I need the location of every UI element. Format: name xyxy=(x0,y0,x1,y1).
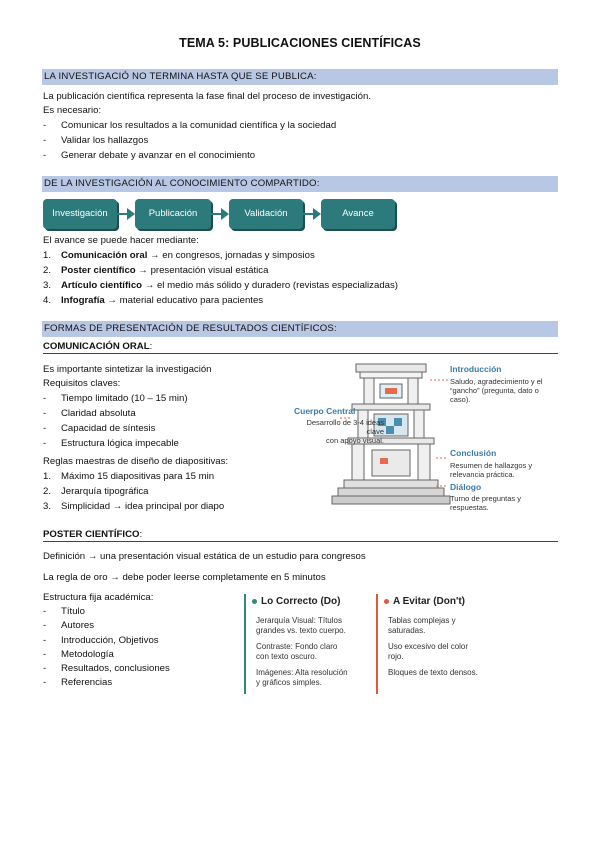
list-item: 3. Simplicidad → idea principal por diapo xyxy=(43,501,225,512)
section-heading-2: DE LA INVESTIGACIÓN AL CONOCIMIENTO COMPARTIDO: xyxy=(42,176,558,192)
list-item: - Comunicar los resultados a la comunidad científica y la sociedad xyxy=(43,120,337,131)
do-panel xyxy=(244,592,374,698)
list-item: - Metodología xyxy=(43,649,114,660)
list-item: - Autores xyxy=(43,620,95,631)
list-item: - Claridad absoluta xyxy=(43,408,136,419)
bullet-icon xyxy=(252,599,257,604)
infographic-body-title: Cuerpo Central xyxy=(294,406,356,416)
flow-step-validacion: Validación xyxy=(229,199,303,229)
dont-panel xyxy=(376,592,506,698)
list-item: - Tiempo limitado (10 – 15 min) xyxy=(43,393,188,404)
infographic-concl-title: Conclusión xyxy=(450,448,497,458)
section-heading-3: FORMAS DE PRESENTACIÓN DE RESULTADOS CIENTÍFICOS: xyxy=(42,321,558,337)
process-flow xyxy=(43,199,398,231)
infographic-intro-text: Saludo, agradecimiento y el “gancho” (pregunta, dato o caso). xyxy=(450,377,543,404)
flow-step-avance: Avance xyxy=(321,199,395,229)
list-item: - Estructura lógica impecable xyxy=(43,438,179,449)
list-item: - Resultados, conclusiones xyxy=(43,663,170,674)
dont-item: Tablas complejas y saturadas. xyxy=(388,616,456,635)
list-item: - Capacidad de síntesis xyxy=(43,423,156,434)
list-item: 1. Máximo 15 diapositivas para 15 min xyxy=(43,471,215,482)
oral-line1: Es importante sintetizar la investigación xyxy=(43,364,212,375)
do-item: Contraste: Fondo claro con texto oscuro. xyxy=(256,642,338,661)
section-heading-1: LA INVESTIGACIÓ NO TERMINA HASTA QUE SE PUBLICA: xyxy=(42,69,558,85)
list-item: - Referencias xyxy=(43,677,113,688)
infographic-dial-title: Diálogo xyxy=(450,482,482,492)
do-item: Jerarquía Visual: Títulos grandes vs. texto cuerpo. xyxy=(256,616,346,635)
list-item: 3. Artículo científico → el medio más sólido y duradero (revistas especializadas) xyxy=(43,280,398,291)
dont-item: Bloques de texto densos. xyxy=(388,668,478,677)
list-item: 2. Poster científico → presentación visual estática xyxy=(43,265,269,276)
section2-lead: El avance se puede hacer mediante: xyxy=(43,235,199,246)
poster-structure: Estructura fija académica: xyxy=(43,592,154,603)
subheading-poster: POSTER CIENTÍFICO: xyxy=(43,528,558,542)
list-item: - Introducción, Objetivos xyxy=(43,635,159,646)
oral-rules: Reglas maestras de diseño de diapositivas: xyxy=(43,456,229,467)
infographic-dial-text: Turno de preguntas y respuestas. xyxy=(450,494,522,512)
list-item: - Generar debate y avanzar en el conocimiento xyxy=(43,150,256,161)
dont-item: Uso excesivo del color rojo. xyxy=(388,642,469,661)
flow-step-publicacion: Publicación xyxy=(135,199,211,229)
poster-definition: Definición → una presentación visual estática de un estudio para congresos xyxy=(43,551,366,562)
list-item: 2. Jerarquía tipográfica xyxy=(43,486,149,497)
do-title: Lo Correcto (Do) xyxy=(252,596,340,607)
list-item: 4. Infografía → material educativo para pacientes xyxy=(43,295,264,306)
oral-req: Requisitos claves: xyxy=(43,378,121,389)
bullet-icon xyxy=(384,599,389,604)
infographic-concl-text: Resumen de hallazgos y relevancia práctica. xyxy=(450,461,533,479)
section1-intro: La publicación científica representa la fase final del proceso de investigación. xyxy=(43,91,371,102)
list-item: 1. Comunicación oral → en congresos, jornadas y simposios xyxy=(43,250,315,261)
do-item: Imágenes: Alta resolución y gráficos simples. xyxy=(256,668,348,687)
infographic-body-text: Desarrollo de 3-4 ideas clave con apoyo visual. xyxy=(306,418,384,445)
list-item: - Título xyxy=(43,606,85,617)
arrow-right-icon xyxy=(313,208,321,220)
oral-structure-infographic xyxy=(290,362,560,512)
subheading-oral: COMUNICACIÓN ORAL: xyxy=(43,340,558,354)
poster-golden-rule: La regla de oro → debe poder leerse completamente en 5 minutos xyxy=(43,572,326,583)
dont-title: A Evitar (Don't) xyxy=(384,596,465,607)
section1-needed: Es necesario: xyxy=(43,105,102,116)
page-title: TEMA 5: PUBLICACIONES CIENTÍFICAS xyxy=(179,36,421,50)
infographic-intro-title: Introducción xyxy=(450,364,502,374)
arrow-right-icon xyxy=(127,208,135,220)
list-item: - Validar los hallazgos xyxy=(43,135,149,146)
flow-step-investigacion: Investigación xyxy=(43,199,117,229)
arrow-right-icon xyxy=(221,208,229,220)
